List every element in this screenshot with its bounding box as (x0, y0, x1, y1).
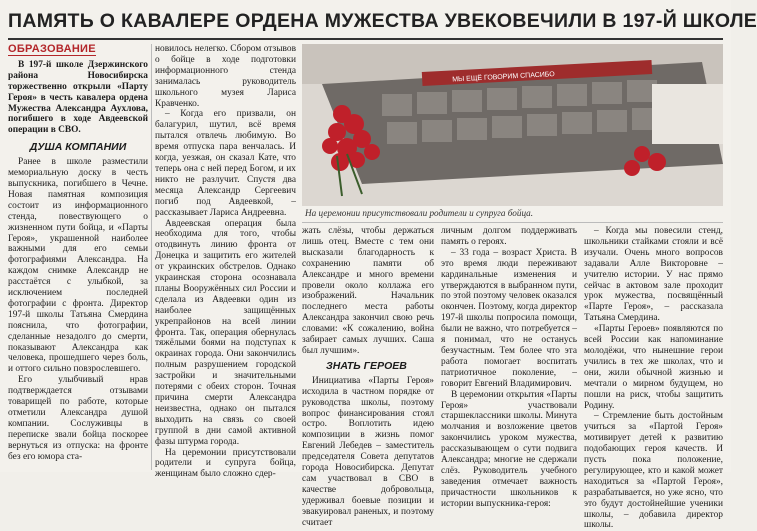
col1-paragraph: Его улыбчивый нрав подтверждается отзывами товарищей по работе, которые отметили Александра душой компании. Сослуживцы в переписке звали бойца поскорее вернуться из отпуска: на фронте без его юмора ста- (8, 375, 148, 462)
photo-caption: На церемонии присутствовали родители и супруга бойца. (305, 208, 534, 218)
photo-illustration (302, 44, 723, 206)
photo-banner: МЫ ЕЩЁ ГОВОРИМ СПАСИБО (452, 71, 555, 84)
col2-paragraph: На церемонии присутствовали родители и супруга бойца, женщинам было сложно сдер- (155, 447, 296, 480)
rubric-label: ОБРАЗОВАНИЕ (8, 43, 96, 55)
col5-paragraph: – Когда мы повесили стенд, школьники стайками стояли и всё изучали. Очень много вопросов задавали Алле Викторовне – учителю истории. У нас прямо сейчас в актовом зале проходит урок мужества, посвящённый «Парте Героя», – рассказала Татьяна Смердина. (584, 226, 723, 324)
subhead-soul: ДУША КОМПАНИИ (29, 141, 127, 154)
col4-paragraph: В церемонии открытия «Парты Героя» участвовали старшеклассники школы. Минута молчания и возложение цветов закончились уроком мужества, рассказывающем о сути подвига Александра; многие не сдержали слёз. Руководитель учебного заведения отмечает важность причастности школьников к истории выпускника-героя: (441, 389, 577, 509)
column-3 (302, 226, 434, 528)
col3-paragraph: жать слёзы, чтобы держаться лишь отец. Вместе с тем они высказали благодарность к сохранению памяти об Александре и много времени провели около коллажа его изображений. Начальник последнего места работы Александра закончил свою речь словами: «К сожалению, война забирает самых лучших. Саша был лучшим». (302, 226, 434, 356)
col2-paragraph: новилось нелегко. Сбором отзывов о бойце в ходе подготовки информационного стенда занималась руководитель школьного музея Лариса Кравченко. (155, 44, 296, 109)
lead-paragraph: В 197-й школе Дзержинского района Новосибирска торжественно открыли «Парту Героя» в честь кавалера ордена Мужества Александра Аухлова, погибшего в ходе Авдеевской операции в СВО. (8, 59, 148, 136)
column-2 (155, 44, 296, 480)
col4-paragraph: личным долгом поддерживать память о героях. (441, 226, 577, 247)
column-4 (441, 226, 577, 509)
col5-paragraph: «Парты Героев» появляются по всей России как напоминание молодёжи, что нынешние герои учились в тех же школах, что и они, жили обычной жизнью и мечтали о мирном будущем, но пошли на риск, чтобы защитить Родину. (584, 324, 723, 411)
column-5 (584, 226, 723, 531)
col1-paragraph: Ранее в школе разместили мемориальную доску в честь выпускника, погибшего в Чечне. Новая памятная композиция состоит из информационного стенда, повествующего о жизненном пути бойца, и «Парты Героя», украшенной наиболее важными для его семьи фотографиями Александра. На каждом снимке Александр не расстаётся с улыбкой, за исключением последней фотографии с фронта. Директор 197-й школы Татьяна Смердина пояснила, что фотографии, сделанные незадолго до смерти, показывают Александра как человека, прошедшего через боль, и оттого сильно повзрослевшего. (8, 157, 148, 375)
col2-paragraph: Авдеевская операция была необходима для того, чтобы отодвинуть линию фронта от Донецка и защитить его жителей от украинских обстрелов. Однако украинская сторона осознавала планы Вооружённых сил России и сделала из Авдеевки один из наиболее защищённых укрепрайонов на всей линии фронта. Так, операция обернулась тяжёлыми боями на подступах к окраинах города. Они закончились полным разрушением городской застройки и значительными потерями с обеих сторон. Точная причина смерти Александра неизвестна, однако он пытался выходить на связь со своей группой в дни самой активной фазы штурма города. (155, 218, 296, 447)
headline-rule (8, 38, 723, 40)
col2-paragraph: – Когда его призвали, он балагурил, шутил, всё время пытался отвлечь любимую. Во время отпуска пара венчалась. И когда, уезжая, он сказал Кате, что теперь она с ней перед Богом, и их никто не разлучит. Спустя два месяца Александр Сергеевич погиб под Авдеевкой, – рассказывает Лариса Андреевна. (155, 109, 296, 218)
col3-paragraph: Инициатива «Парты Героя» исходила в частном порядке от руководства школы, поэтому вопрос финансирования стоял остро. Воплотить идею композиции в жизнь помог Евгений Лебедев – заместитель председателя Совета депутатов города Новосибирска. Депутат сам участвовал в СВО в качестве добровольца, удерживал боевые позиции и эвакуировал раненых, и поэтому считает (302, 375, 434, 528)
headline: ПАМЯТЬ О КАВАЛЕРЕ ОРДЕНА МУЖЕСТВА УВЕКОВЕЧИЛИ В 197-Й ШКОЛЕ (8, 10, 757, 32)
caption-rule (302, 222, 723, 223)
subhead-know-heroes: ЗНАТЬ ГЕРОЕВ (326, 359, 407, 372)
col4-paragraph: – 33 года – возраст Христа. В это время люди переживают кардинальные изменения и утверждаются в выбранном пути, по этой поэтому человек оказался окончен. Поэтому, когда директор 197-й школы попросила помощи, были не важно, что потребуется – я понимал, что не останусь безучастным. Тем более что эта работа помогает воспитать патриотичное поколение, – говорит Евгений Владимирович. (441, 247, 577, 389)
ceremony-photo (302, 44, 723, 206)
column-divider (151, 44, 152, 470)
column-1 (8, 44, 148, 472)
col5-paragraph: – Стремление быть достойным учиться за «Партой Героя» мотивирует детей к развитию подобающих героя качеств. И пусть пока положение, регулирующее, кто и какой может находиться за «Партой Героя», разрабатывается, но уже ясно, что это будут достойнейшие ученики школы, – добавила директор школы. (584, 411, 723, 531)
